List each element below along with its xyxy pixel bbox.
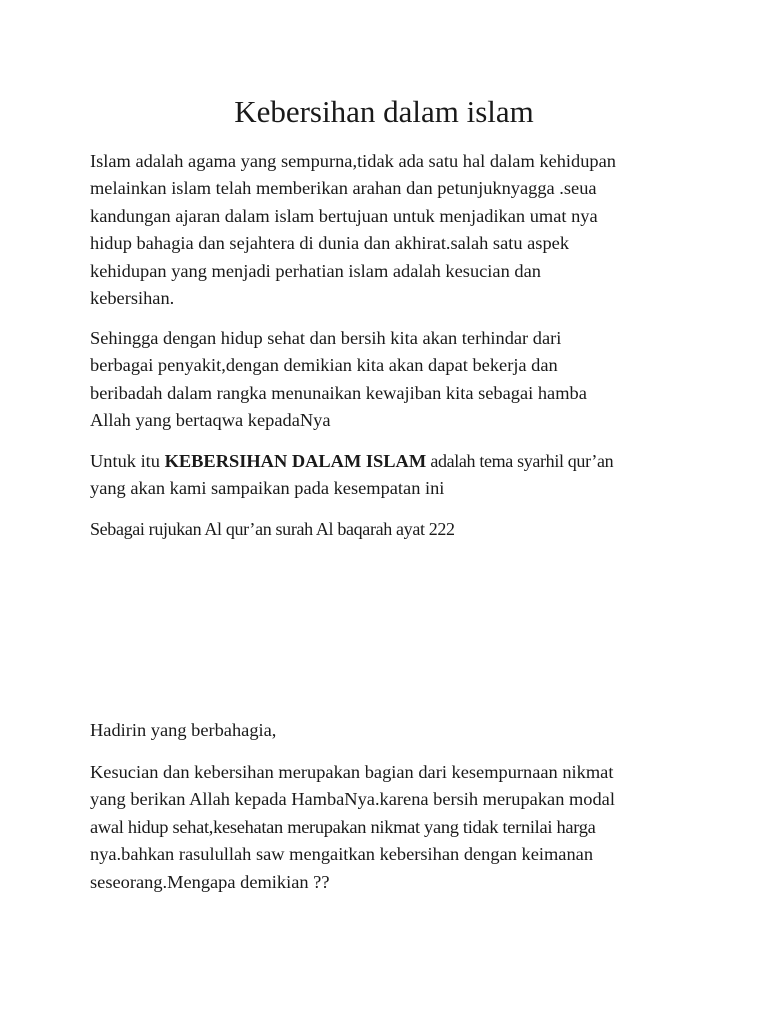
paragraph-line: kehidupan yang menjadi perhatian islam adalah kesucian dan bbox=[90, 260, 541, 281]
paragraph-line: Sehingga dengan hidup sehat dan bersih kita akan terhindar dari bbox=[90, 328, 562, 348]
paragraph-health bbox=[90, 325, 690, 435]
paragraph-line: Kesucian dan kebersihan merupakan bagian dari kesempurnaan nikmat bbox=[90, 762, 614, 782]
paragraph-line: kebersihan. bbox=[90, 288, 175, 309]
paragraph-line: Islam adalah agama yang sempurna,tidak ada satu hal dalam kehidupan bbox=[90, 151, 616, 171]
paragraph-reference: Sebagai rujukan Al qur’an surah Al baqarah ayat 222 bbox=[90, 519, 455, 539]
theme-suffix: adalah tema syarhil qur’an bbox=[426, 451, 614, 471]
paragraph-line: awal hidup sehat,kesehatan merupakan nikmat yang tidak ternilai harga bbox=[90, 816, 596, 837]
paragraph-theme bbox=[90, 448, 690, 503]
paragraph-line: melainkan islam telah memberikan arahan dan petunjuknyagga .seua bbox=[90, 178, 597, 199]
paragraph-intro bbox=[90, 148, 690, 312]
paragraph-line: yang berikan Allah kepada HambaNya.karena bersih merupakan modal bbox=[90, 789, 615, 810]
paragraph-line bbox=[90, 448, 690, 475]
paragraph-line: Allah yang bertaqwa kepadaNya bbox=[90, 410, 331, 431]
paragraph-line: berbagai penyakit,dengan demikian kita akan dapat bekerja dan bbox=[90, 355, 558, 376]
theme-prefix: Untuk itu bbox=[90, 451, 165, 471]
paragraph-cleanliness bbox=[90, 759, 690, 896]
paragraph-line: beribadah dalam rangka menunaikan kewajiban kita sebagai hamba bbox=[90, 382, 587, 403]
paragraph-line: yang akan kami sampaikan pada kesempatan ini bbox=[90, 478, 445, 499]
paragraph-greeting: Hadirin yang berbahagia, bbox=[90, 720, 277, 740]
paragraph-line: nya.bahkan rasulullah saw mengaitkan kebersihan dengan keimanan bbox=[90, 844, 594, 865]
document-title: Kebersihan dalam islam bbox=[234, 94, 534, 129]
paragraph-line: hidup bahagia dan sejahtera di dunia dan akhirat.salah satu aspek bbox=[90, 233, 570, 254]
paragraph-line: kandungan ajaran dalam islam bertujuan untuk menjadikan umat nya bbox=[90, 205, 598, 226]
paragraph-line: seseorang.Mengapa demikian ?? bbox=[90, 871, 330, 892]
theme-bold-term: KEBERSIHAN DALAM ISLAM bbox=[164, 451, 427, 471]
